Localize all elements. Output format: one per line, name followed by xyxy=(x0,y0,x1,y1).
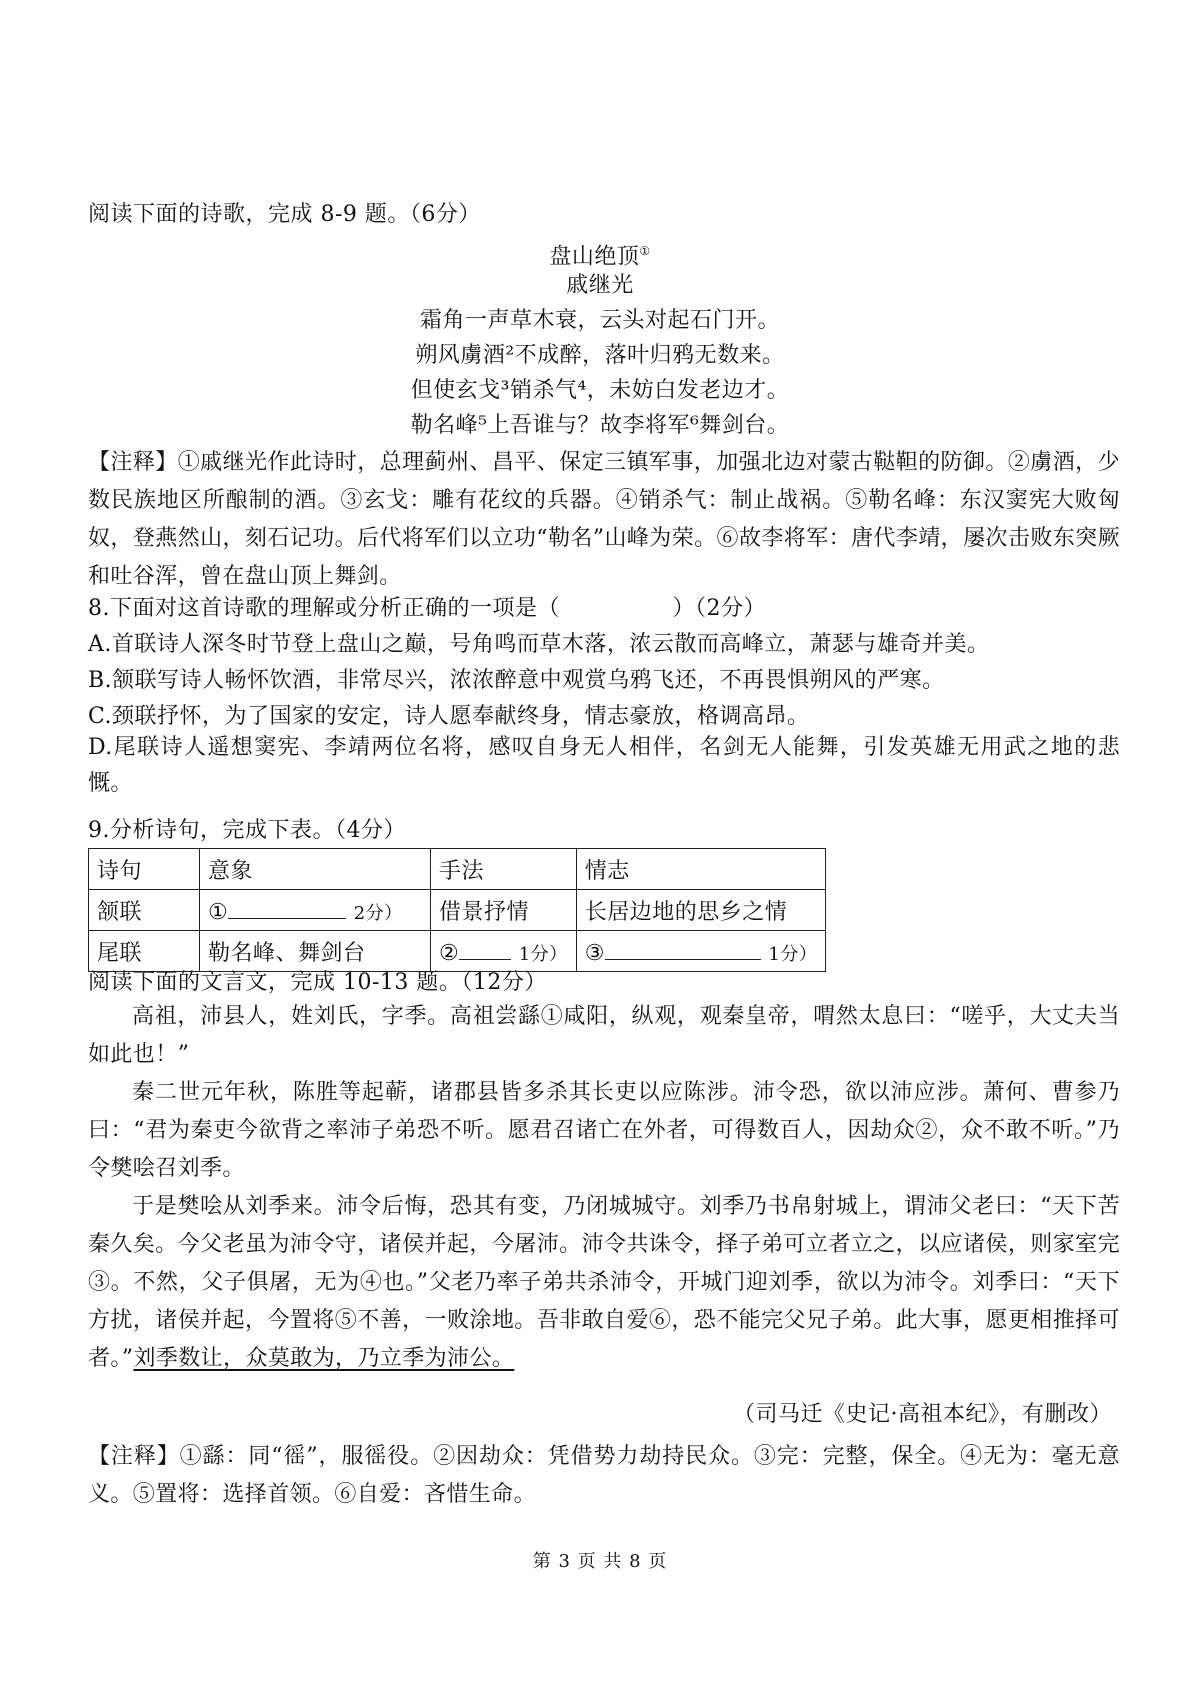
table-row xyxy=(89,890,826,931)
q9-table xyxy=(88,848,826,972)
answer-cell xyxy=(200,890,431,931)
classical-paragraph-3 xyxy=(88,1188,1120,1378)
q8-option-d: D.尾联诗人遥想窦宪、李靖两位名将，感叹自身无人相伴，名剑无人能舞，引发英雄无用武之地的悲慨。 xyxy=(88,735,1120,796)
q9-stem: 9.分析诗句，完成下表。（4分） xyxy=(88,818,406,843)
q8-option-c: C.颈联抒怀，为了国家的安定，诗人愿奉献终身，情志豪放，格调高昂。 xyxy=(88,704,810,729)
score-note: 1分） xyxy=(518,943,568,965)
answer-cell xyxy=(431,931,577,972)
header-cell: 诗句 xyxy=(89,849,200,890)
poem-title-line xyxy=(0,236,1200,272)
answer-cell xyxy=(576,931,826,972)
answer-blank[interactable] xyxy=(228,896,346,919)
table-row xyxy=(89,931,826,972)
poem-instruction: 阅读下面的诗歌，完成 8-9 题。（6分） xyxy=(88,202,481,227)
q8-stem: 8.下面对这首诗歌的理解或分析正确的一项是（ ）（2分） xyxy=(88,596,766,621)
header-cell: 手法 xyxy=(431,849,577,890)
poem-line-2: 朔风虜酒²不成醉，落叶归鸦无数来。 xyxy=(415,343,785,368)
table-cell: 勒名峰、舞剑台 xyxy=(200,931,431,972)
header-cell: 意象 xyxy=(200,849,431,890)
poem-author: 戚继光 xyxy=(566,273,634,298)
header-cell: 情志 xyxy=(576,849,826,890)
score-note: 1分） xyxy=(768,943,818,965)
row-label: 尾联 xyxy=(89,931,200,972)
classical-notes: 【注释】①繇：同“徭”，服徭役。②因劫众：凭借势力劫持民众。③完：完整，保全。④无为：毫无意义。⑤置将：选择首领。⑥自爱：吝惜生命。 xyxy=(88,1444,1120,1507)
classical-instruction: 阅读下面的文言文，完成 10-13 题。（12分） xyxy=(88,970,547,995)
poem-line-3: 但使玄戈³销杀气⁴，未妨白发老边才。 xyxy=(410,378,790,403)
answer-blank[interactable] xyxy=(605,937,761,960)
q8-option-a: A.首联诗人深冬时节登上盘山之巅，号角鸣而草木落，浓云散而高峰立，萧瑟与雄奇并美。 xyxy=(88,632,990,657)
poem-line-4: 勒名峰⁵上吾谁与？故李将军⁶舞剑台。 xyxy=(410,413,790,438)
source-citation: （司马迁《史记·高祖本纪》，有删改） xyxy=(733,1402,1112,1427)
poem-notes: 【注释】①戚继光作此诗时，总理蓟州、昌平、保定三镇军事，加强北边对蒙古鞑靼的防御。②虜酒，少数民族地区所酿制的酒。③玄戈：雕有花纹的兵器。④销杀气：制止战祸。⑤勒名峰：东汉窦宪大败匈奴，登燕然山，刻石记功。后代将军们以立功“勒名”山峰为荣。⑥故李将军：唐代李靖，屡次击败东突厥和吐谷浑，曾在盘山顶上舞剑。 xyxy=(88,450,1120,589)
page-footer: 第 3 页 共 8 页 xyxy=(532,1551,668,1572)
classical-paragraph-1: 高祖，沛县人，姓刘氏，字季。高祖尝繇①咸阳，纵观，观秦皇帝，喟然太息曰：“嗟乎，大丈夫当如此也！” xyxy=(88,1004,1120,1067)
table-cell: 长居边地的思乡之情 xyxy=(576,890,826,931)
poem-title-note: ① xyxy=(639,244,651,258)
paragraph-text: 于是樊哙从刘季来。沛令后悔，恐其有变，乃闭城城守。刘季乃书帛射城上，谓沛父老曰：“天下苦秦久矣。今父老虽为沛令守，诸侯并起，今屠沛。沛令共诛令，择子弟可立者立之，以应诸侯，则家室完③。不然，父子俱屠，无为④也。”父老乃率子弟共杀沛令，开城门迎刘季，欲以为沛令。刘季曰：“天下方扰，诸侯并起，今置将⑤不善，一败涂地。吾非敢自爱⑥，恐不能完父兄子弟。此大事，愿更相推择可者。” xyxy=(88,1194,1120,1371)
score-note: 2分） xyxy=(353,902,403,924)
answer-mark: ① xyxy=(208,899,229,925)
table-cell: 借景抒情 xyxy=(431,890,577,931)
underlined-sentence: 刘季数让，众莫敢为，乃立季为沛公。 xyxy=(133,1346,515,1371)
answer-mark: ③ xyxy=(584,940,605,966)
answer-blank[interactable] xyxy=(459,937,511,960)
poem-line-1: 霜角一声草木衰，云头对起石门开。 xyxy=(419,308,780,333)
answer-mark: ② xyxy=(439,940,460,966)
q8-option-b: B.颔联写诗人畅怀饮酒，非常尽兴，浓浓醉意中观赏乌鸦飞还，不再畏惧朔风的严寒。 xyxy=(88,668,945,693)
row-label: 颔联 xyxy=(89,890,200,931)
classical-paragraph-2: 秦二世元年秋，陈胜等起蕲，诸郡县皆多杀其长吏以应陈涉。沛令恐，欲以沛应涉。萧何、曹参乃曰：“君为秦吏今欲背之率沛子弟恐不听。愿君召诸亡在外者，可得数百人，因劫众②，众不敢不听。”乃令樊哙召刘季。 xyxy=(88,1080,1120,1181)
table-header-row xyxy=(89,849,826,890)
poem-title: 盘山绝顶 xyxy=(549,244,640,270)
